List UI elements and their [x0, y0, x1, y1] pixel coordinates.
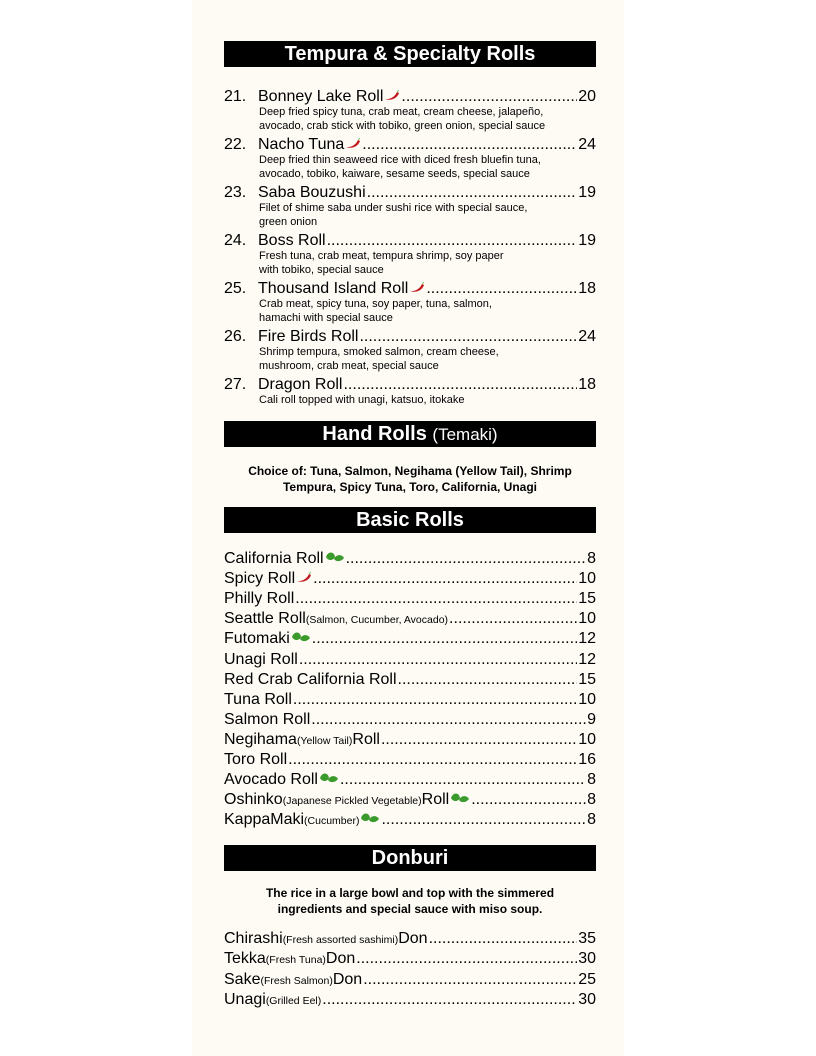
item-name-suffix: Don [398, 930, 428, 947]
item-name: Oshinko [224, 791, 283, 809]
description-line: The rice in a large bowl and top with the simmered [265, 886, 555, 900]
item-note: (Yellow Tail) [296, 734, 353, 747]
item-price: 18 [578, 280, 596, 297]
item-name: Seattle Roll [224, 610, 306, 628]
leader-dots [295, 590, 577, 608]
item-price: 19 [578, 184, 596, 201]
item-description [259, 346, 589, 373]
leader-dots [362, 136, 577, 154]
item-price: 8 [587, 791, 596, 809]
menu-item [224, 751, 596, 771]
leaf-icon [319, 771, 339, 789]
section-title: Donburi [371, 847, 449, 869]
leader-dots [346, 550, 587, 568]
item-name: Toro Roll [224, 751, 288, 768]
menu-item [224, 771, 596, 791]
menu-item [224, 590, 596, 610]
menu-item [224, 930, 596, 950]
menu-item [224, 971, 596, 991]
description-line: Filet of shime saba under sushi rice with special sauce, [259, 202, 528, 214]
leader-dots [293, 691, 577, 709]
description-line: Cali roll topped with unagi, katsuo, itokake [259, 394, 465, 406]
leader-dots [340, 771, 586, 789]
item-name: Sake [224, 970, 261, 988]
item-price: 10 [578, 730, 596, 748]
description-line: Shrimp tempura, smoked salmon, cream cheese, [259, 346, 499, 358]
menu-item [224, 376, 596, 396]
leader-dots [322, 991, 577, 1009]
menu-item [224, 671, 596, 691]
item-name: Red Crab California Roll [224, 670, 397, 688]
menu-item [224, 991, 596, 1011]
item-description [259, 298, 589, 325]
item-price: 15 [578, 670, 596, 688]
description-line: with tobiko, special sauce [259, 263, 384, 276]
item-number: 25. [224, 280, 247, 297]
item-number: 24. [224, 232, 247, 249]
menu-item [224, 232, 596, 252]
item-name: Saba Bouzushi [258, 184, 366, 201]
item-price: 35 [578, 930, 596, 947]
item-name: Boss Roll [258, 232, 326, 249]
leaf-icon [450, 791, 470, 809]
chili-icon [384, 88, 400, 106]
item-name: California Roll [224, 550, 324, 567]
leader-dots [429, 930, 578, 948]
item-price: 24 [578, 328, 596, 345]
item-number: 27. [224, 376, 247, 393]
donburi-description [224, 885, 596, 917]
section-title: Hand Rolls [322, 423, 427, 445]
item-name: Chirashi [224, 930, 283, 947]
item-price: 16 [578, 751, 596, 768]
leader-dots [401, 88, 577, 106]
hand-rolls-description [224, 463, 596, 495]
leaf-icon [360, 811, 380, 829]
item-name: Salmon Roll [224, 710, 311, 728]
item-price: 10 [578, 570, 596, 588]
description-line: Deep fried thin seaweed rice with diced fresh bluefin tuna, [259, 154, 541, 166]
leader-dots [311, 711, 586, 729]
item-name: Nacho Tuna [258, 136, 345, 153]
leader-dots [449, 610, 577, 628]
item-name: Spicy Roll [224, 570, 296, 588]
item-note: (Salmon, Cucumber, Avocado) [305, 614, 449, 627]
leader-dots [426, 280, 577, 298]
item-number: 23. [224, 184, 247, 201]
leaf-icon [291, 630, 311, 648]
item-price: 30 [578, 990, 596, 1008]
item-name-suffix: Don [325, 950, 356, 968]
item-name: Philly Roll [224, 590, 295, 608]
description-line: Choice of: Tuna, Salmon, Negihama (Yellow Tail), Shrimp [248, 464, 572, 478]
section-title: Tempura & Specialty Rolls [284, 43, 536, 65]
item-name: Fire Birds Roll [258, 328, 359, 345]
chili-icon [345, 136, 361, 154]
leader-dots [359, 328, 577, 346]
item-price: 8 [587, 550, 596, 567]
description-line: Crab meat, spicy tuna, soy paper, tuna, salmon, [259, 298, 492, 310]
menu-item [224, 570, 596, 590]
item-note: (Cucumber) [304, 815, 360, 828]
description-line: Tempura, Spicy Tuna, Toro, California, Unagi [282, 480, 538, 494]
description-line: Fresh tuna, crab meat, tempura shrimp, soy paper [259, 250, 504, 262]
section-header-hand-rolls [224, 421, 596, 447]
description-line: avocado, tobiko, kaiware, sesame seeds, special sauce [259, 167, 530, 180]
description-line: hamachi with special sauce [259, 311, 393, 324]
chili-icon [296, 570, 312, 588]
item-name: Tuna Roll [224, 690, 292, 708]
menu-item [224, 731, 596, 751]
chili-icon [409, 280, 425, 298]
leader-dots [471, 791, 586, 809]
item-price: 8 [587, 771, 596, 789]
item-number: 26. [224, 328, 247, 345]
item-name: Avocado Roll [224, 771, 318, 789]
item-name: Dragon Roll [258, 376, 343, 393]
menu-item [224, 630, 596, 650]
item-name: KappaMaki [224, 811, 305, 829]
description-line: avocado, crab stick with tobiko, green onion, special sauce [259, 119, 546, 132]
leader-dots [381, 811, 586, 829]
item-name: Unagi Roll [224, 650, 298, 668]
menu-item [224, 136, 596, 156]
menu-item [224, 651, 596, 671]
description-line: Deep fried spicy tuna, crab meat, cream cheese, jalapeño, [259, 106, 544, 118]
menu-item [224, 184, 596, 204]
menu-item [224, 610, 596, 630]
item-name-suffix: Don [332, 970, 363, 988]
item-price: 9 [587, 710, 596, 728]
leader-dots [327, 232, 578, 250]
item-price: 10 [578, 690, 596, 708]
item-price: 24 [578, 136, 596, 153]
description-line: mushroom, crab meat, special sauce [259, 359, 439, 372]
menu-item [224, 950, 596, 970]
item-price: 10 [578, 610, 596, 628]
menu-item [224, 691, 596, 711]
leader-dots [356, 950, 577, 968]
leader-dots [363, 971, 577, 989]
description-line: ingredients and special sauce with miso soup. [277, 902, 543, 916]
item-note: (Fresh Salmon) [260, 974, 333, 987]
menu-item [224, 711, 596, 731]
item-description [259, 154, 589, 181]
item-name-suffix: Roll [421, 791, 450, 809]
item-note: (Japanese Pickled Vegetable) [282, 795, 422, 808]
item-note: (Fresh Tuna) [265, 954, 326, 967]
item-name: Thousand Island Roll [258, 280, 409, 297]
section-header-specialty [224, 41, 596, 67]
leader-dots [343, 376, 577, 394]
item-number: 22. [224, 136, 247, 153]
menu-item [224, 280, 596, 300]
section-title: Basic Rolls [356, 509, 464, 531]
item-description [259, 250, 589, 277]
item-note: (Fresh assorted sashimi) [282, 934, 399, 946]
leader-dots [313, 570, 577, 588]
item-description [259, 394, 589, 408]
item-price: 25 [578, 970, 596, 988]
item-price: 20 [578, 88, 596, 105]
item-name: Futomaki [224, 630, 290, 648]
leader-dots [367, 184, 578, 202]
leaf-icon [325, 550, 345, 568]
item-price: 12 [578, 630, 596, 648]
leader-dots [381, 731, 577, 749]
item-name-suffix: Roll [352, 730, 380, 748]
menu-item [224, 328, 596, 348]
item-description [259, 202, 589, 229]
section-header-donburi [224, 845, 596, 871]
menu-item [224, 550, 596, 570]
item-price: 30 [578, 950, 596, 968]
item-name: Negihama [224, 730, 297, 748]
item-number: 21. [224, 88, 247, 105]
leader-dots [312, 630, 577, 648]
menu-item [224, 88, 596, 108]
menu-item [224, 791, 596, 811]
item-name: Unagi [224, 990, 266, 1008]
item-price: 8 [587, 811, 596, 829]
item-name: Tekka [224, 950, 266, 968]
item-price: 18 [578, 376, 596, 393]
section-header-basic-rolls [224, 507, 596, 533]
item-description [259, 106, 589, 133]
item-price: 12 [578, 650, 596, 668]
item-price: 15 [578, 590, 596, 608]
leader-dots [398, 671, 578, 689]
item-name: Bonney Lake Roll [258, 88, 384, 105]
menu-item [224, 811, 596, 831]
item-price: 19 [578, 232, 596, 249]
leader-dots [288, 751, 577, 769]
leader-dots [299, 651, 577, 669]
section-subtitle: (Temaki) [432, 425, 498, 444]
description-line: green onion [259, 215, 318, 228]
item-note: (Grilled Eel) [265, 994, 322, 1007]
